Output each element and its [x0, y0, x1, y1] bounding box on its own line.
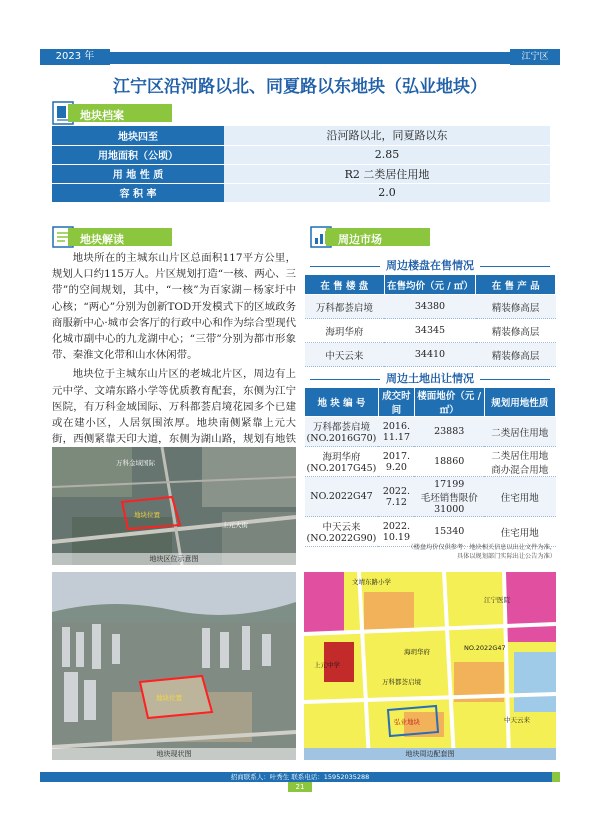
- map-label: 中天云来: [504, 716, 530, 724]
- cell: 海玥华府: [305, 319, 385, 343]
- cell-code: 万科都荟启境 (NO.2016G70): [305, 417, 379, 447]
- column-header: 在售均价（元 / ㎡）: [384, 275, 476, 295]
- site-photo-illustration: [52, 572, 296, 760]
- profile-table: [52, 126, 550, 203]
- paragraph-2: 地块位于主城东山片区的老城北片区，周边有上元中学、文靖东路小学等优质教育配套，东侧为江宁医院，有万科金域国际、万科都荟启境花园多个已建或在建小区，人居氛围浓厚。地块南侧紧靠上元大街，西侧紧靠天印大道，东侧为湖山路，规划有地铁: [52, 368, 296, 446]
- paragraph-1: 地块所在的主城东山片区总面积117平方公里，规划人口约115万人。片区规划打造“一核、两心、三带”的空间规划，其中，“一核”为百家湖－杨家圩中心核；“两心”分别为创新TOD开发模式下的区域政务商服新中心·城市会客厅的行政中心和作为综合型现代化城市副中心的九龙湖中心；“三带”分别为都市形象带、秦淮文化带和山水休闲带。: [52, 252, 296, 362]
- profile-value: 沿河路以北，同夏路以东: [224, 126, 550, 145]
- map-label: 海玥华府: [404, 648, 430, 656]
- aerial-label: 万科金域国际: [116, 459, 155, 467]
- cell: 精装修高层: [476, 319, 556, 343]
- profile-key: 地块四至: [52, 126, 224, 145]
- aerial-label: 上元大街: [222, 521, 248, 529]
- sale-title: 周边楼盘在售情况: [304, 257, 556, 273]
- section-profile-header: [52, 104, 172, 122]
- profile-key: 用 地 性 质: [52, 164, 224, 183]
- cell: 34345: [384, 319, 476, 343]
- top-bar: [40, 52, 560, 64]
- column-header: 在 售 产 品: [476, 275, 556, 295]
- aerial-label: 地块位置: [134, 511, 160, 519]
- aerial-caption: 地块区位示意图: [52, 553, 296, 565]
- cell-price: 15340: [414, 517, 484, 547]
- body-text: [52, 250, 296, 467]
- profile-value: 2.85: [224, 145, 550, 164]
- cell-use: 二类居住用地: [484, 417, 555, 447]
- cell: 万科都荟启境: [305, 295, 385, 319]
- column-header: 规划用地性质: [484, 388, 555, 417]
- section-interpretation-title: 地块解读: [80, 233, 124, 246]
- cell-price: 17199 毛坯销售限价 31000: [414, 477, 484, 517]
- sale-table: [304, 274, 556, 367]
- profile-key: 用地面积（公顷）: [52, 145, 224, 164]
- cell-date: 2017. 9.20: [378, 447, 414, 477]
- photo-caption: 地块现状图: [52, 748, 296, 760]
- map-label: 上元中学: [314, 661, 340, 669]
- footer-contact: 招商联系人：叶秀生 联系电话：15952035288: [40, 772, 560, 782]
- cell-date: 2016. 11.17: [378, 417, 414, 447]
- cell-code: 中天云来 (NO.2022G90): [305, 517, 379, 547]
- cell-code: NO.2022G47: [305, 477, 379, 517]
- table-row: [305, 517, 556, 547]
- surroundings-map: [304, 572, 556, 760]
- column-header: 楼面地价（元 / ㎡）: [414, 388, 484, 417]
- aerial-illustration: [52, 447, 296, 565]
- map-label: 万科都荟启境: [382, 678, 421, 686]
- section-profile-title: 地块档案: [80, 109, 124, 122]
- year-tab: 2023 年: [40, 49, 110, 65]
- cell-use: 住宅用地: [484, 477, 555, 517]
- land-title: 周边土地出让情况: [304, 370, 556, 386]
- table-row: [52, 164, 550, 183]
- table-header-row: [305, 388, 556, 417]
- page-number: 21: [288, 782, 312, 792]
- table-row: [305, 447, 556, 477]
- cell: 精装修高层: [476, 343, 556, 367]
- map-illustration: [304, 572, 556, 760]
- table-row: [52, 183, 550, 202]
- table-header-row: [305, 275, 556, 295]
- cell: 中天云来: [305, 343, 385, 367]
- table-row: [305, 319, 556, 343]
- cell-date: 2022. 7.12: [378, 477, 414, 517]
- map-label: 弘业地块: [394, 718, 420, 726]
- cell-code: 海玥华府 (NO.2017G45): [305, 447, 379, 477]
- section-market-header: [310, 228, 430, 246]
- aerial-location-image: [52, 447, 296, 565]
- table-row: [305, 417, 556, 447]
- footnote: （楼盘均价仅供参考：地块相关信息以出让文件为准，具体以规划部门实际出让公告为准）: [407, 544, 556, 560]
- cell-price: 23883: [414, 417, 484, 447]
- site-photo: [52, 572, 296, 760]
- page-title: 江宁区沿河路以北、同夏路以东地块（弘业地块）: [113, 77, 487, 97]
- footer-strip-right: [552, 772, 560, 782]
- photo-site-label: 地块位置: [156, 694, 182, 702]
- cell: 34410: [384, 343, 476, 367]
- profile-value: R2 二类居住用地: [224, 164, 550, 183]
- column-header: 在 售 楼 盘: [305, 275, 385, 295]
- map-label: 文靖东路小学: [352, 578, 391, 586]
- district-tab: 江宁区: [510, 49, 560, 65]
- cell-use: 住宅用地: [484, 517, 555, 547]
- profile-value: 2.0: [224, 183, 550, 202]
- table-row: [305, 295, 556, 319]
- profile-key: 容 积 率: [52, 183, 224, 202]
- cell-price: 18860: [414, 447, 484, 477]
- cell-date: 2022. 10.19: [378, 517, 414, 547]
- column-header: 成交时间: [378, 388, 414, 417]
- cell-use: 二类居住用地 商办混合用地: [484, 447, 555, 477]
- cell: 精装修高层: [476, 295, 556, 319]
- land-table: [304, 387, 556, 547]
- cell: 34380: [384, 295, 476, 319]
- section-market-title: 周边市场: [338, 233, 382, 246]
- table-row: [305, 343, 556, 367]
- map-label: NO.2022G47: [464, 644, 506, 652]
- table-row: [52, 126, 550, 145]
- table-row: [305, 477, 556, 517]
- table-row: [52, 145, 550, 164]
- section-interpretation-header: [52, 228, 172, 246]
- map-label: 江宁医院: [484, 596, 510, 604]
- column-header: 地 块 编 号: [305, 388, 379, 417]
- map-caption: 地块周边配套图: [304, 748, 556, 760]
